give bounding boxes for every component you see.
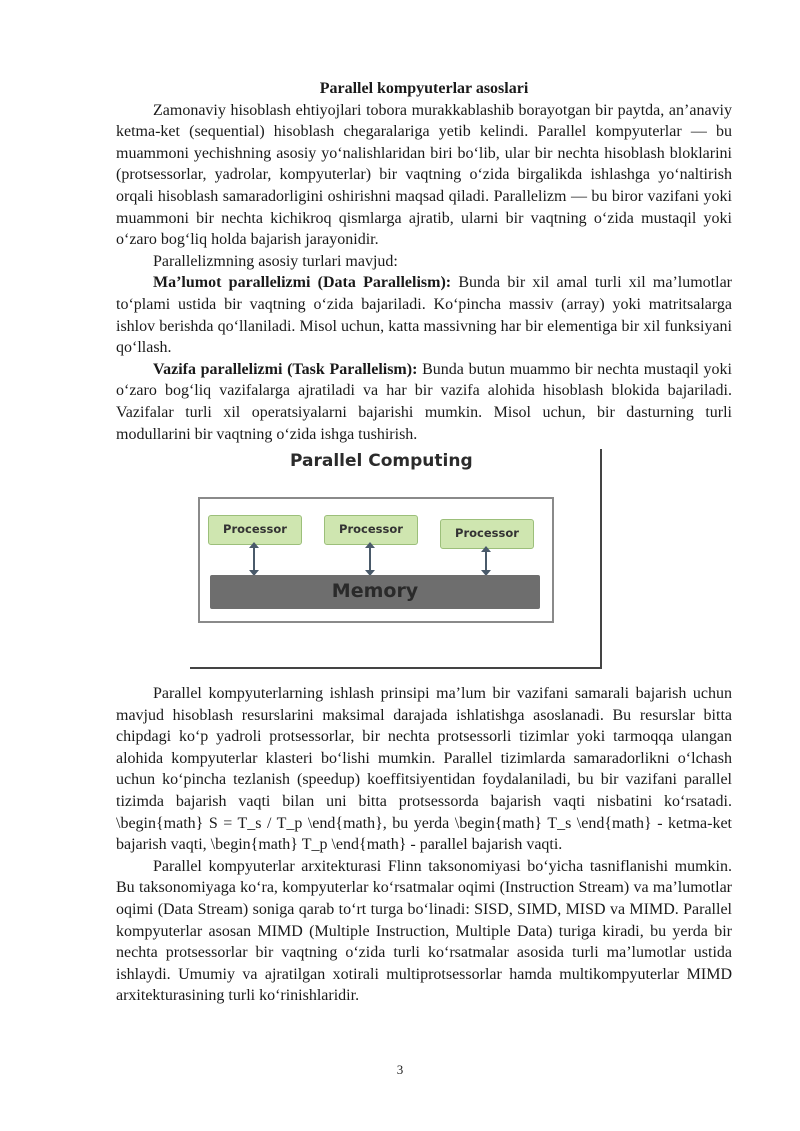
- figure-container: [116, 449, 732, 675]
- paragraph-working-principle: Parallel kompyuterlarning ishlash prinsipi ma’lum bir vazifani samarali bajarish uchun mavjud hisoblash resurslarini maksimal darajada ishlatishga asoslanadi. Bu resurslar bitta chipdagi ko‘p yadroli protsessorlar, bir nechta protsessorli tizimlar yoki tarmoqqa ulangan alohida kompyuterlar klasteri bo‘lishi mumkin. Parallel tizimlarda samaradorlikni o‘lchash uchun ko‘pincha tezlanish (speedup) koeffitsiyentidan foydalaniladi, bu bir vazifani parallel tizimda bajarish vaqti bilan uni bitta protsessorda bajarish vaqti nisbatini ko‘rsatadi. \begin{math} S = T_s / T_p \end{math}, bu yerda \begin{math} T_s \end{math} - ketma-ket bajarish vaqti, \begin{math} T_p \end{math} - parallel bajarish vaqti.: [116, 685, 732, 854]
- bidirectional-arrow-icon: [253, 547, 255, 571]
- document-title: Parallel kompyuterlar asoslari: [319, 80, 529, 97]
- memory-block: Memory: [210, 575, 540, 609]
- paragraph-task-parallelism: [116, 359, 732, 445]
- processor-box-2: Processor: [324, 515, 418, 545]
- paragraph-intro: Zamonaviy hisoblash ehtiyojlari tobora murakkablashib borayotgan bir paytda, an’anaviy ketma-ket (sequential) hisoblash chegaralariga yetib kelindi. Parallel kompyuterlar — bu muammoni yechishning asosiy yo‘nalishlaridan biri bo‘lib, ular bir nechta hisoblash bloklarini (protsessorlar, yadrolar, kompyuterlar) bir vaqtning o‘zida birgalikda ishlashga yo‘naltirish orqali hisoblash samaradorligini oshirishni maqsad qiladi. Parallelizm — bu biror vazifani yoki muammoni bir nechta kichikroq qismlarga ajratib, ularni bir vaqtning o‘zida mustaqil yoki o‘zaro bog‘liq holda bajarish jarayonidir.: [116, 101, 732, 249]
- document-page: [116, 78, 732, 1007]
- processor-box-3: Processor: [440, 519, 534, 549]
- page-number: 3: [396, 1062, 404, 1077]
- data-parallelism-text: Bunda bir xil amal turli xil ma’lumotlar to‘plami ustida bir vaqtning o‘zida bajariladi. Ko‘pincha massiv (array) yoki matritsalarga ishlov berishda qo‘llaniladi. Misol uchun, katta massivning har bir elementiga bir xil funksiyani qo‘llash.: [116, 274, 732, 357]
- architecture-diagram: [198, 497, 554, 623]
- paragraph-types-intro: Parallelizmning asosiy turlari mavjud:: [153, 252, 398, 270]
- bidirectional-arrow-icon: [485, 551, 487, 571]
- task-parallelism-text: Bunda butun muammo bir nechta mustaqil yoki o‘zaro bog‘liq vazifalarga ajratiladi va har bir vazifa alohida hisoblash blokida bajariladi. Vazifalar turli xil operatsiyalarni bajarishi mumkin. Misol uchun, bir dasturning turli modullarini bir vaqtning o‘zida ishga tushirish.: [116, 360, 733, 443]
- parallel-computing-figure: [190, 449, 602, 669]
- processor-box-1: Processor: [208, 515, 302, 545]
- paragraph-data-parallelism: [116, 272, 732, 358]
- bidirectional-arrow-icon: [369, 547, 371, 571]
- term-task-parallelism: Vazifa parallelizmi (Task Parallelism):: [153, 360, 418, 378]
- paragraph-flynn-taxonomy: Parallel kompyuterlar arxitekturasi Flinn taksonomiyasi bo‘yicha tasniflanishi mumkin. Bu taksonomiyaga ko‘ra, kompyuterlar ko‘rsatmalar oqimi (Instruction Stream) va ma’lumotlar oqimi (Data Stream) soniga qarab to‘rt turga bo‘linadi: SISD, SIMD, MISD va MIMD. Parallel kompyuterlar asosan MIMD (Multiple Instruction, Multiple Data) turiga kiradi, bu yerda bir nechta protsessorlar bir vaqtning o‘zida turli ko‘rsatmalar asosida turli ma’lumotlar ustida ishlaydi. Umumiy va ajratilgan xotirali multiprotsessorlar hamda multikompyuterlar MIMD arxitekturasining turli ko‘rinishlaridir.: [116, 857, 732, 1005]
- figure-title: Parallel Computing: [290, 451, 473, 472]
- term-data-parallelism: Ma’lumot parallelizmi (Data Parallelism):: [153, 274, 452, 292]
